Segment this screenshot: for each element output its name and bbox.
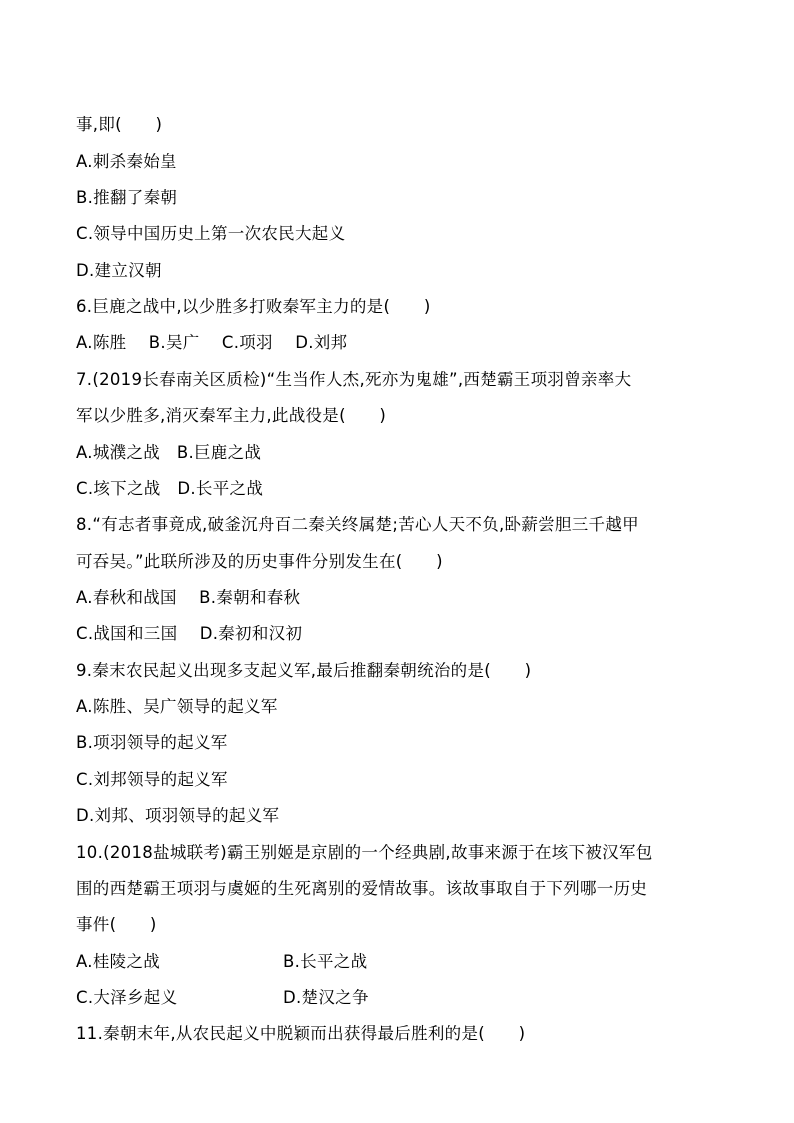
q10-options-ab xyxy=(76,951,367,973)
q10-option-b: B.长平之战 xyxy=(283,952,368,971)
q9-option-b: B.项羽领导的起义军 xyxy=(76,733,228,752)
q10-stem-line3: 事件( ) xyxy=(76,915,157,934)
q6-options: A.陈胜 B.吴广 C.项羽 D.刘邦 xyxy=(76,333,348,352)
q5-option-d: D.建立汉朝 xyxy=(76,261,162,280)
q5-stem-end: 事,即( ) xyxy=(76,115,163,134)
q5-option-a: A.刺杀秦始皇 xyxy=(76,152,177,171)
q11-stem: 11.秦朝末年,从农民起义中脱颖而出获得最后胜利的是( ) xyxy=(76,1024,526,1043)
q10-option-a: A.桂陵之战 xyxy=(76,952,161,971)
q10-options-cd xyxy=(76,987,369,1009)
q5-option-c: C.领导中国历史上第一次农民大起义 xyxy=(76,224,346,243)
q8-options-cd: C.战国和三国 D.秦初和汉初 xyxy=(76,624,303,643)
q7-stem-line1: 7.(2019长春南关区质检)“生当作人杰,死亦为鬼雄”,西楚霸王项羽曾亲率大 xyxy=(76,370,632,389)
q5-option-b: B.推翻了秦朝 xyxy=(76,188,178,207)
q8-options-ab: A.春秋和战国 B.秦朝和春秋 xyxy=(76,588,301,607)
q10-stem-line1: 10.(2018盐城联考)霸王别姬是京剧的一个经典剧,故事来源于在垓下被汉军包 xyxy=(76,843,653,862)
q10-option-d: D.楚汉之争 xyxy=(283,988,369,1007)
q9-option-c: C.刘邦领导的起义军 xyxy=(76,770,228,789)
q7-stem-line2: 军以少胜多,消灭秦军主力,此战役是( ) xyxy=(76,406,387,425)
q10-stem-line2: 围的西楚霸王项羽与虞姬的生死离别的爱情故事。该故事取自于下列哪一历史 xyxy=(76,879,648,898)
q9-stem: 9.秦末农民起义出现多支起义军,最后推翻秦朝统治的是( ) xyxy=(76,661,532,680)
q9-option-a: A.陈胜、吴广领导的起义军 xyxy=(76,697,278,716)
q8-stem-line2: 可吞吴。”此联所涉及的历史事件分别发生在( ) xyxy=(76,552,443,571)
q7-options-cd: C.垓下之战 D.长平之战 xyxy=(76,479,264,498)
q7-options-ab: A.城濮之战 B.巨鹿之战 xyxy=(76,443,262,462)
q10-option-c: C.大泽乡起义 xyxy=(76,988,178,1007)
q9-option-d: D.刘邦、项羽领导的起义军 xyxy=(76,806,280,825)
q6-stem: 6.巨鹿之战中,以少胜多打败秦军主力的是( ) xyxy=(76,297,431,316)
q8-stem-line1: 8.“有志者事竟成,破釜沉舟百二秦关终属楚;苦心人天不负,卧薪尝胆三千越甲 xyxy=(76,515,639,534)
